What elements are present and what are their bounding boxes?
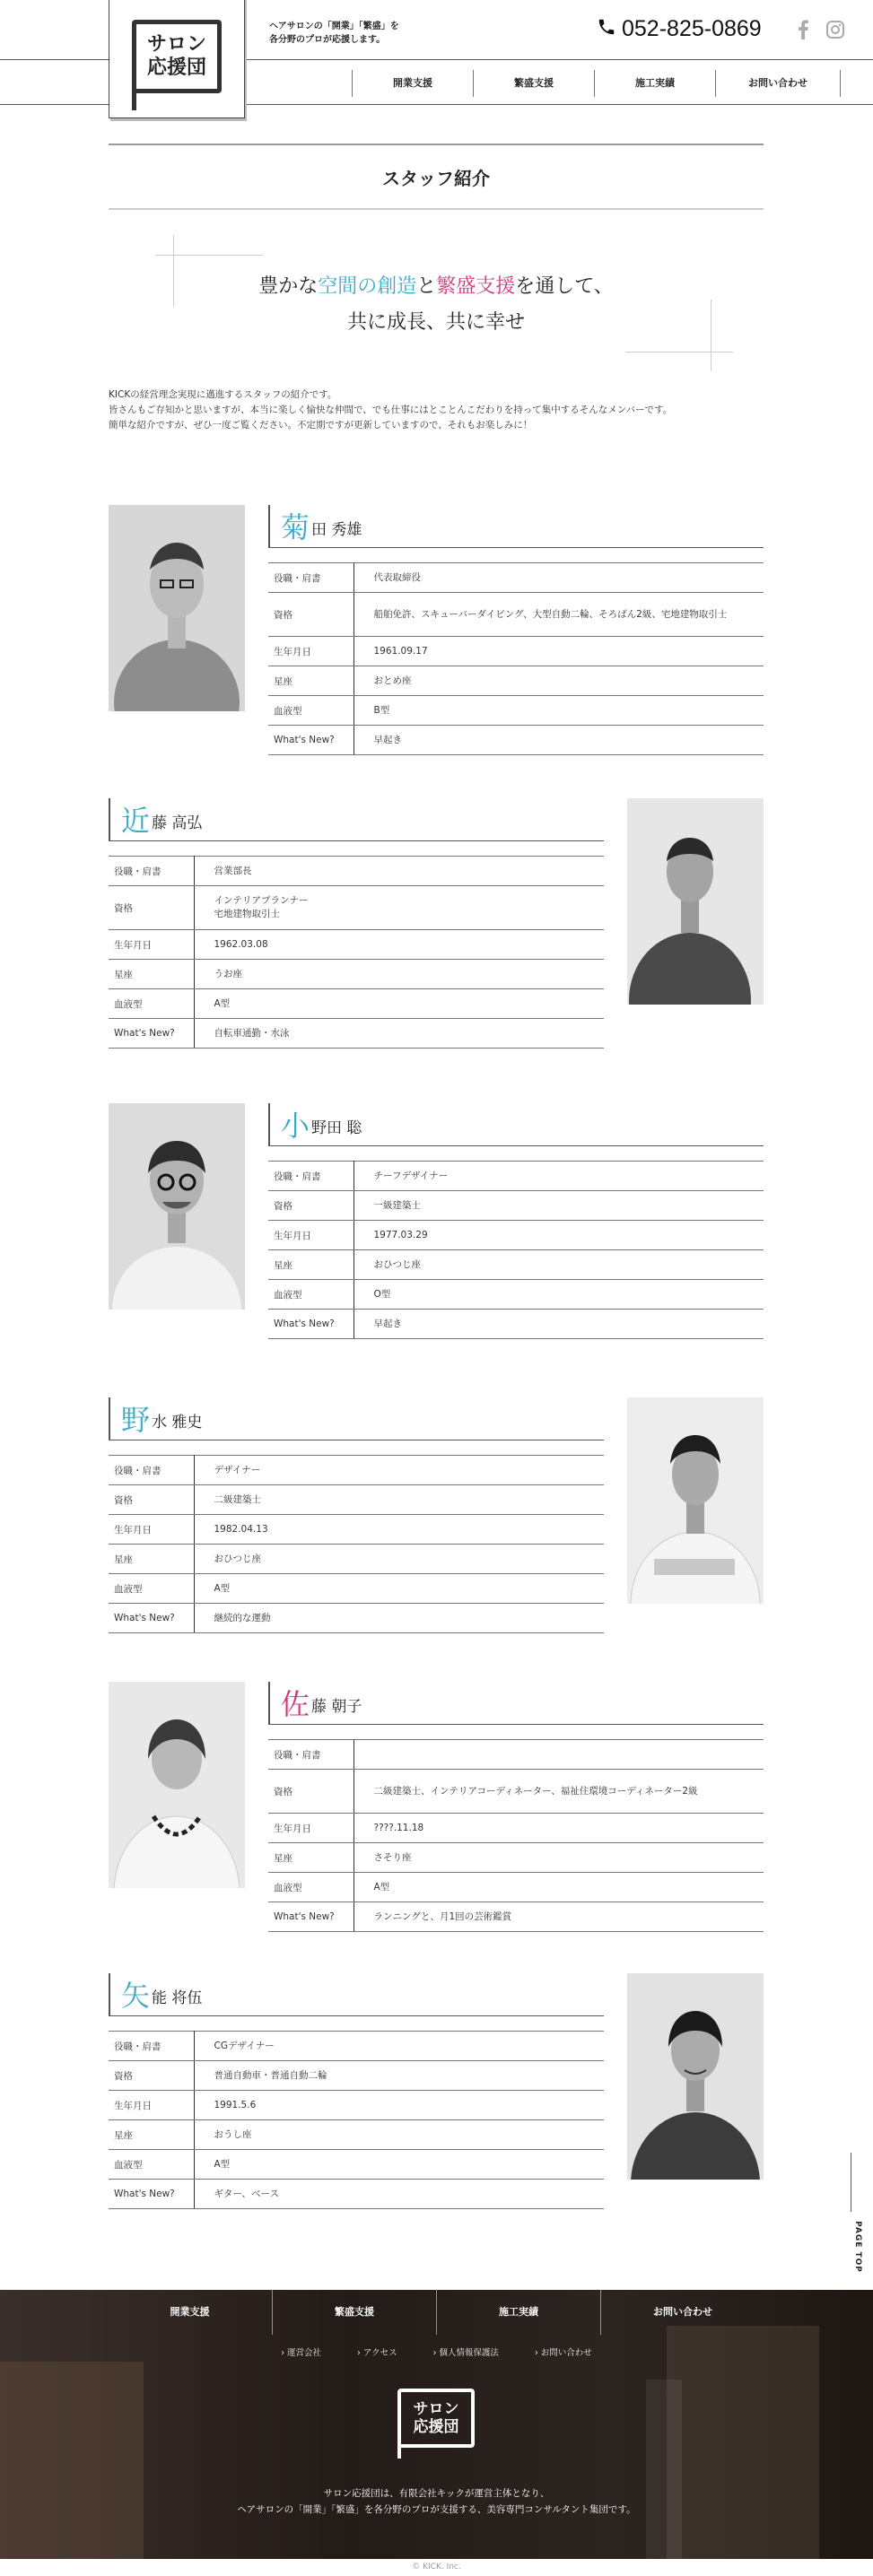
value-blood: A型: [354, 1873, 764, 1902]
label-zodiac: 星座: [268, 666, 354, 696]
table-row: [109, 2180, 604, 2209]
staff-profile-table: [109, 2031, 604, 2209]
phone-icon: [597, 17, 616, 42]
link-label: アクセス: [362, 2348, 397, 2358]
value-license: 船舶免許、スキューバーダイビング、大型自動二輪、そろばん2級、宅地建物取引士: [354, 593, 764, 637]
label-blood: 血液型: [109, 1574, 194, 1604]
table-row: [109, 857, 604, 886]
catch-highlight-blue: 空間の創造: [318, 275, 417, 298]
label-zodiac: 星座: [109, 2120, 194, 2150]
table-row: [268, 1191, 764, 1221]
footer-logo-line1: サロン: [413, 2400, 459, 2418]
value-whatsnew: ランニングと、月1回の芸術鑑賞: [354, 1902, 764, 1932]
value-zodiac: おひつじ座: [194, 1545, 604, 1574]
label-whatsnew: What's New?: [268, 726, 354, 755]
label-whatsnew: What's New?: [268, 1902, 354, 1932]
copyright: © KICK. Inc.: [0, 2559, 873, 2576]
nav-opening-support[interactable]: 開業支援: [352, 70, 473, 97]
label-whatsnew: What's New?: [268, 1310, 354, 1339]
label-birthday: 生年月日: [268, 1814, 354, 1843]
value-position: 営業部長: [194, 857, 604, 886]
link-label: 個人情報保護法: [439, 2348, 499, 2358]
value-zodiac: おうし座: [194, 2120, 604, 2150]
label-blood: 血液型: [268, 1280, 354, 1310]
value-zodiac: おとめ座: [354, 666, 764, 696]
site-logo[interactable]: [109, 0, 245, 118]
staff-info: [109, 798, 604, 1049]
label-license: 資格: [268, 1191, 354, 1221]
table-row: [109, 1515, 604, 1545]
label-blood: 血液型: [109, 2150, 194, 2180]
table-row: [268, 1310, 764, 1339]
link-label: 運営会社: [287, 2348, 322, 2358]
value-zodiac: さそり座: [354, 1843, 764, 1873]
name-initial: 佐: [281, 1687, 310, 1721]
footer-nav: [108, 2290, 764, 2335]
table-row: [268, 666, 764, 696]
staff-profile-table: [268, 1161, 764, 1339]
footer-desc-line1: サロン応援団は、有限会社キックが運営主体となり、: [323, 2488, 550, 2499]
value-birthday: ????.11.18: [354, 1814, 764, 1843]
value-license: 普通自動車・普通自動二輪: [194, 2061, 604, 2091]
tagline-line2: 各分野のプロが応援します。: [269, 35, 386, 45]
license-line: インテリアプランナー: [214, 895, 309, 906]
value-whatsnew: 早起き: [354, 1310, 764, 1339]
table-row: [109, 1545, 604, 1574]
staff-photo: [627, 798, 764, 1005]
intro-line3: 簡単な紹介ですが、ぜひ一度ご覧ください。不定期ですが更新していますので、それもお楽しみに！: [109, 420, 533, 431]
footer-background: [0, 2362, 144, 2559]
footer-link-contact[interactable]: › お問い合わせ: [534, 2348, 592, 2358]
footer-desc-line2: ヘアサロンの「開業」「繁盛」を各分野のプロが支援する、美容専門コンサルタント集団です。: [237, 2504, 636, 2515]
label-birthday: 生年月日: [109, 1515, 194, 1545]
label-zodiac: 星座: [109, 960, 194, 989]
label-whatsnew: What's New?: [109, 1019, 194, 1049]
label-license: 資格: [109, 1485, 194, 1515]
table-row: [268, 696, 764, 726]
name-initial: 野: [121, 1403, 151, 1437]
value-license: 二級建築士、インテリアコーディネーター、福祉住環境コーディネーター2級: [354, 1770, 764, 1814]
footer-link-privacy[interactable]: › 個人情報保護法: [432, 2348, 499, 2358]
value-blood: A型: [194, 1574, 604, 1604]
table-row: [268, 726, 764, 755]
footer-background: [646, 2380, 682, 2559]
catch-text: 豊かな: [258, 275, 319, 298]
table-row: [268, 563, 764, 593]
value-birthday: 1977.03.29: [354, 1221, 764, 1250]
site-header: [0, 0, 873, 117]
link-label: お問い合わせ: [540, 2348, 592, 2358]
intro-text: [109, 387, 764, 433]
staff-name: [109, 1397, 604, 1440]
label-position: 役職・肩書: [268, 1162, 354, 1191]
table-row: [109, 1574, 604, 1604]
license-line: 宅地建物取引士: [214, 909, 280, 919]
name-initial: 近: [121, 804, 151, 838]
logo-line1: サロン: [146, 33, 206, 56]
label-zodiac: 星座: [268, 1843, 354, 1873]
table-row: [109, 1019, 604, 1049]
table-row: [109, 930, 604, 960]
table-row: [268, 1843, 764, 1873]
footer-nav-prosperity-support[interactable]: 繁盛支援: [272, 2290, 436, 2335]
label-license: 資格: [268, 1770, 354, 1814]
name-rest: 能 将伍: [152, 1989, 203, 2007]
staff-profile-table: [268, 1739, 764, 1932]
header-tagline: [269, 20, 399, 47]
staff-profile-table: [268, 562, 764, 755]
label-position: 役職・肩書: [268, 1740, 354, 1770]
nav-prosperity-support[interactable]: 繁盛支援: [473, 70, 594, 97]
value-birthday: 1962.03.08: [194, 930, 604, 960]
site-footer: [0, 2290, 873, 2559]
table-row: [268, 1873, 764, 1902]
table-row: [109, 2061, 604, 2091]
facebook-icon[interactable]: [797, 20, 809, 44]
label-whatsnew: What's New?: [109, 1604, 194, 1633]
table-row: [109, 1485, 604, 1515]
table-row: [109, 2032, 604, 2061]
page-top-label: PAGE TOP: [852, 2221, 862, 2273]
label-zodiac: 星座: [268, 1250, 354, 1280]
label-position: 役職・肩書: [109, 857, 194, 886]
name-rest: 藤 朝子: [311, 1698, 362, 1716]
table-row: [268, 1902, 764, 1932]
value-position: チーフデザイナー: [354, 1162, 764, 1191]
staff-photo: [109, 505, 245, 711]
nav-contact[interactable]: お問い合わせ: [715, 70, 841, 97]
value-blood: A型: [194, 989, 604, 1019]
value-position: CGデザイナー: [194, 2032, 604, 2061]
table-row: [109, 2120, 604, 2150]
value-zodiac: うお座: [194, 960, 604, 989]
value-zodiac: おひつじ座: [354, 1250, 764, 1280]
value-whatsnew: ギター、ベース: [194, 2180, 604, 2209]
table-row: [268, 637, 764, 666]
table-row: [109, 2091, 604, 2120]
table-row: [268, 1814, 764, 1843]
catch-copy: [109, 269, 764, 341]
value-blood: A型: [194, 2150, 604, 2180]
staff-name: [268, 1103, 764, 1146]
value-license: 二級建築士: [194, 1485, 604, 1515]
label-position: 役職・肩書: [109, 2032, 194, 2061]
nav-works[interactable]: 施工実績: [594, 70, 715, 97]
table-row: [109, 1456, 604, 1485]
value-birthday: 1991.5.6: [194, 2091, 604, 2120]
label-blood: 血液型: [268, 1873, 354, 1902]
phone-text: 052-825-0869: [622, 16, 762, 41]
value-position: [354, 1740, 764, 1770]
table-row: [109, 2150, 604, 2180]
logo-line2: 応援団: [146, 57, 206, 79]
catch-line2: 共に成長、共に幸せ: [346, 311, 525, 334]
table-row: [109, 1604, 604, 1633]
label-whatsnew: What's New?: [109, 2180, 194, 2209]
value-whatsnew: 継続的な運動: [194, 1604, 604, 1633]
catch-highlight-pink: 繁盛支援: [436, 275, 516, 298]
staff-profile-table: [109, 1455, 604, 1633]
label-license: 資格: [268, 593, 354, 637]
value-license: 一級建築士: [354, 1191, 764, 1221]
footer-nav-opening-support[interactable]: 開業支援: [170, 2306, 210, 2318]
page-title-section: [109, 144, 764, 210]
logo-flag-icon: [132, 20, 222, 93]
table-row: [268, 1250, 764, 1280]
staff-info: [268, 1103, 764, 1339]
footer-sub-links: [0, 2345, 873, 2358]
footer-logo-line2: 応援団: [413, 2418, 459, 2436]
phone-number[interactable]: [597, 16, 762, 42]
label-birthday: 生年月日: [268, 1221, 354, 1250]
value-position: 代表取締役: [354, 563, 764, 593]
footer-link-company[interactable]: › 運営会社: [281, 2348, 322, 2358]
page-top-button[interactable]: [842, 2153, 862, 2273]
staff-info: [268, 505, 764, 755]
global-nav: [352, 70, 841, 97]
footer-nav-works[interactable]: 施工実績: [436, 2290, 600, 2335]
staff-info: [109, 1397, 604, 1633]
label-birthday: 生年月日: [109, 2091, 194, 2120]
table-row: [268, 593, 764, 637]
value-whatsnew: 早起き: [354, 726, 764, 755]
footer-background: [667, 2326, 819, 2559]
value-whatsnew: 自転車通勤・水泳: [194, 1019, 604, 1049]
instagram-icon[interactable]: [825, 20, 845, 44]
table-row: [268, 1280, 764, 1310]
value-position: デザイナー: [194, 1456, 604, 1485]
value-blood: O型: [354, 1280, 764, 1310]
table-row: [109, 989, 604, 1019]
table-row: [109, 960, 604, 989]
label-position: 役職・肩書: [109, 1456, 194, 1485]
staff-photo: [627, 1397, 764, 1604]
label-license: 資格: [109, 886, 194, 930]
page-title: スタッフ紹介: [382, 168, 490, 189]
staff-name: [109, 798, 604, 841]
name-initial: 菊: [281, 510, 310, 544]
staff-photo: [109, 1682, 245, 1888]
staff-name: [109, 1973, 604, 2016]
table-row: [109, 886, 604, 930]
staff-photo: [109, 1103, 245, 1310]
catch-copy-section: [109, 235, 764, 370]
footer-description: [0, 2485, 873, 2518]
decor-line: [155, 255, 263, 256]
label-birthday: 生年月日: [268, 637, 354, 666]
value-birthday: 1961.09.17: [354, 637, 764, 666]
staff-profile-table: [109, 856, 604, 1049]
footer-nav-contact[interactable]: お問い合わせ: [600, 2290, 764, 2335]
staff-name: [268, 505, 764, 548]
value-blood: B型: [354, 696, 764, 726]
staff-info: [109, 1973, 604, 2209]
name-rest: 水 雅史: [152, 1414, 203, 1432]
catch-text: を通して、: [515, 275, 614, 298]
table-row: [268, 1740, 764, 1770]
name-rest: 野田 聡: [311, 1119, 362, 1137]
value-birthday: 1982.04.13: [194, 1515, 604, 1545]
name-rest: 田 秀雄: [311, 521, 362, 539]
label-zodiac: 星座: [109, 1545, 194, 1574]
table-row: [268, 1162, 764, 1191]
tagline-line1: ヘアサロンの「開業」「繁盛」を: [269, 22, 399, 31]
label-birthday: 生年月日: [109, 930, 194, 960]
staff-name: [268, 1682, 764, 1725]
label-blood: 血液型: [268, 696, 354, 726]
staff-info: [268, 1682, 764, 1932]
footer-link-access[interactable]: › アクセス: [357, 2348, 397, 2358]
catch-text: と: [416, 275, 437, 298]
name-initial: 矢: [121, 1979, 151, 2013]
label-position: 役職・肩書: [268, 563, 354, 593]
label-license: 資格: [109, 2061, 194, 2091]
footer-logo[interactable]: [397, 2389, 475, 2448]
staff-photo: [627, 1973, 764, 2180]
table-row: [268, 1770, 764, 1814]
name-initial: 小: [281, 1109, 310, 1143]
value-license: [194, 886, 604, 930]
intro-line2: 皆さんもご存知かと思いますが、本当に楽しく愉快な仲間で、でも仕事にはとことんこだわりを持って集中するそんなメンバーです。: [109, 405, 673, 415]
table-row: [268, 1221, 764, 1250]
intro-line1: KICKの経営理念実現に邁進するスタッフの紹介です。: [109, 389, 337, 400]
label-blood: 血液型: [109, 989, 194, 1019]
name-rest: 藤 高弘: [152, 814, 203, 832]
